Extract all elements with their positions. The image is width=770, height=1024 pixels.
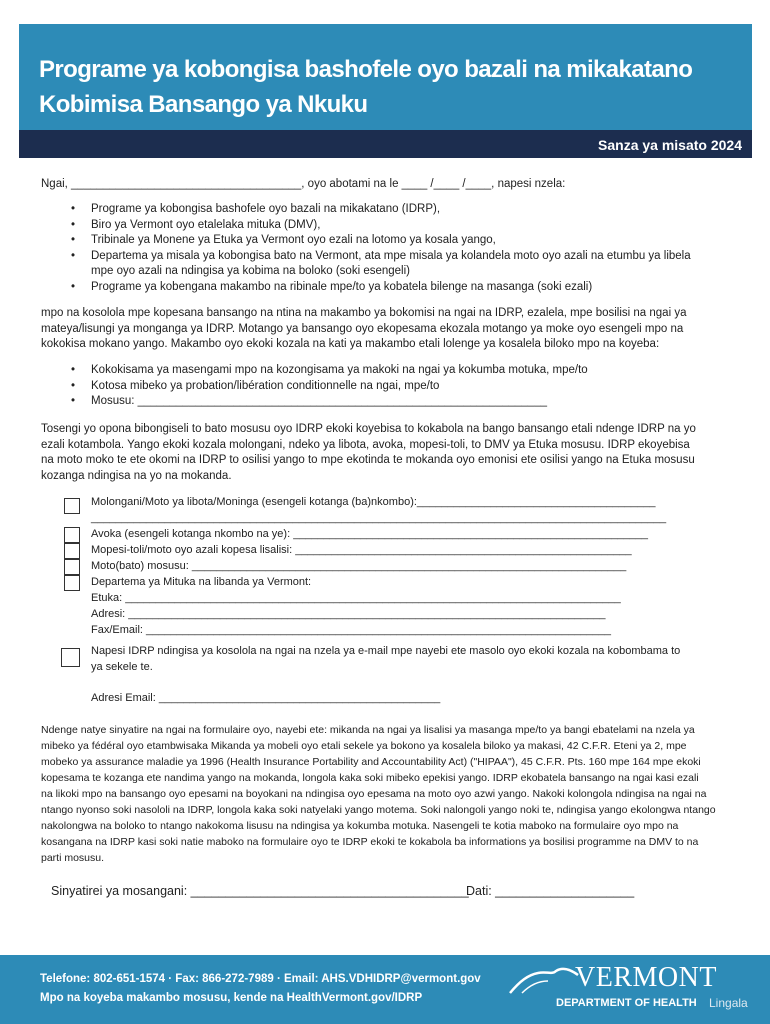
form-title-line2: Kobimisa Bansango ya Nkuku	[39, 91, 368, 118]
dmv-state-field[interactable]: Etuka: _________________________________________________________________________________	[91, 592, 621, 604]
form-title-line1: Programe ya kobongisa bashofele oyo bazali na mikakatano	[39, 56, 693, 83]
bullet-icon: •	[71, 249, 76, 262]
bullet-icon: •	[71, 203, 76, 215]
list-item[interactable]: • Mosusu: ________________________________________________________________	[91, 394, 588, 410]
bullet-icon: •	[71, 395, 76, 407]
email-consent-checkbox[interactable]	[61, 648, 80, 667]
bullet-icon: •	[71, 218, 76, 231]
recipients-paragraph: Tosengi yo opona bibongiseli to bato mosusu oyo IDRP ekoki koyebisa to kokabola na bango bansango etali ndenge IDRP na yo ezali kotambola. Yango ekoki kozala molongani, ndeko ya libota, avoka, mopesi-toli, to DMV ya Etuka mosusu. IDRP ekoyebisa na moto moko te ete okomi na IDRP to osilisi yango to mpe ekotinda te mokanda oyo emonisi ete osilisi yango na Etuka mosusu kozanga ndingisa na yo na mokanda.	[41, 423, 696, 482]
lawyer-field[interactable]: Avoka (esengeli kotanga nkombo na ye): __________________________________________________________	[91, 528, 649, 540]
purpose-paragraph: mpo na kosolola mpe kopesana bansango na ntina na makambo ya bokomisi na ngai na IDRP, ezalela, mpe bosilisi na ngai ya mateya/lisungi ya monganga ya IDRP. Motango ya bansango oyo ekopesama ekozala motango ya moke oyo esengeli mpo na kokokisa mokano yango. Makambo oyo ekoki kozala na kati ya makambo etali lolenge ya kosalela biloko mpo na koyeba:	[41, 307, 687, 350]
list-item: • Kokokisama ya masengami mpo na kozongisama ya makoki na ngai ya kokumba motuka, mpe/to	[91, 363, 588, 379]
title-banner	[19, 24, 752, 130]
email-address-field[interactable]: Adresi Email: ______________________________________________	[91, 692, 441, 704]
form-date: Sanza ya misato 2024	[598, 137, 742, 153]
partner-checkbox[interactable]	[64, 498, 80, 514]
bullet-icon: •	[71, 280, 76, 293]
list-item: • Tribinale ya Monene ya Etuka ya Vermont oyo ezali na lotomo ya kosala yango,	[91, 233, 691, 249]
list-item: • Programe ya kobengana makambo na ribinale mpe/to ya kobatela bilenge na masanga (soki ezali)	[91, 280, 691, 296]
footer-bar	[0, 955, 770, 1024]
list-item-continuation: mpe oyo azali na ndingisa ya kobima na boloko (soki esengeli)	[91, 265, 410, 277]
dmv-address-field[interactable]: Adresi: ______________________________________________________________________________	[91, 608, 606, 620]
list-item: • Kotosa mibeko ya probation/libération conditionnelle na ngai, mpe/to	[91, 379, 588, 395]
website-line: Mpo na koyeba makambo mosusu, kende na HealthVermont.gov/IDRP	[40, 992, 423, 1004]
date-field[interactable]: Dati: ____________________	[466, 884, 635, 898]
dmv-checkbox[interactable]	[64, 575, 80, 591]
recipient-fields	[91, 494, 666, 638]
bullet-icon: •	[71, 379, 76, 392]
intro-line: Ngai, ____________________________________, oyo abotami na le ____ /____ /____, napesi nzela:	[41, 178, 566, 190]
counselor-checkbox[interactable]	[64, 543, 80, 559]
partner-field[interactable]: Molongani/Moto ya libota/Moninga (esengeli kotanga (ba)nkombo):_______________________________________	[91, 496, 656, 508]
counselor-field[interactable]: Mopesi-toli/moto oyo azali kopesa lisalisi: _______________________________________________________	[91, 544, 632, 556]
purposes-list	[71, 363, 588, 410]
dmv-fax-field[interactable]: Fax/Email: ____________________________________________________________________________	[91, 624, 611, 636]
contact-line: Telefone: 802-651-1574 · Fax: 866-272-7989 · Email: AHS.VDHIDRP@vermont.gov	[40, 973, 481, 985]
language-label: Lingala	[709, 996, 748, 1010]
other-person-field[interactable]: Moto(bato) mosusu: _______________________________________________________________________	[91, 560, 627, 572]
list-item: • Programe ya kobongisa bashofele oyo bazali na mikakatano (IDRP),	[91, 202, 691, 218]
date-bar	[19, 130, 752, 158]
lawyer-checkbox[interactable]	[64, 527, 80, 543]
mountain-logo-icon	[508, 963, 580, 997]
signature-field[interactable]: Sinyatirei ya mosangani: ________________________________________	[51, 884, 469, 898]
vermont-logo-text: VERMONT	[575, 962, 717, 993]
legal-paragraph: Ndenge natye sinyatire na ngai na formulaire oyo, nayebi ete: mikanda na ngai ya lisalisi ya masanga mpe/to ya bangi ebatelami na nzela ya mibeko ya fédéral oyo etambwisaka Mikanda ya mobeli oyo etali sekele ya bokono ya kosalela biloko ya makasi, 42 C.F.R. Eteni ya 2, mpe mobeko ya assurance maladie ya 1996 (Health Insurance Portability and Accountability Act) ("HIPAA"), 45 C.F.R. Pts. 160 mpe 164 mpe ekoki kopesama te kozanga ete nandima yango na mokanda, longola kaka soki mibeko epekisi yango. IDRP ekobatela bansango na ngai kasi ezali na likoki mpo na bansango oyo epesami na boyokani na ndingisa oyo epesama na moto oyo azwi yango. Nakoki kolongola ndingisa na ngai na ntango nyonso soki nasololi na IDRP, longola kaka soki natyelaki yango motema. Soki nalongoli yango noki te, ndingisa yango ekolongwa ntango nakolongwa na boloko to ntango nakokoma lisusu na ndingisa ya kokumba motuka. Nasengeli te kotia maboko na formulaire oyo mpo na kosangana na IDRP kasi soki natie maboko na formulaire oyo te IDRP ekoki te kokabola ba informations ya bosilisi programme na DMV to na parti mosusu.	[41, 724, 716, 864]
list-item: • Departema ya misala ya kobongisa bato na Vermont, ata mpe misala ya kolandela moto oyo azali na etumbu ya libela	[91, 249, 691, 265]
dmv-title: Departema ya Mituka na libanda ya Vermont:	[91, 576, 312, 588]
parties-list	[71, 202, 691, 295]
email-consent-text: Napesi IDRP ndingisa ya kosolola na ngai na nzela ya e-mail mpe nayebi ete masolo oyo ekoki kozala na kobombama to ya sekele te.	[91, 645, 681, 673]
partner-field-line2[interactable]: ______________________________________________________________________________________________	[91, 512, 667, 524]
bullet-icon: •	[71, 364, 76, 376]
department-name: DEPARTMENT OF HEALTH	[556, 997, 697, 1009]
bullet-icon: •	[71, 234, 76, 246]
list-item: • Biro ya Vermont oyo etalelaka mituka (DMV),	[91, 218, 691, 234]
other-person-checkbox[interactable]	[64, 559, 80, 575]
